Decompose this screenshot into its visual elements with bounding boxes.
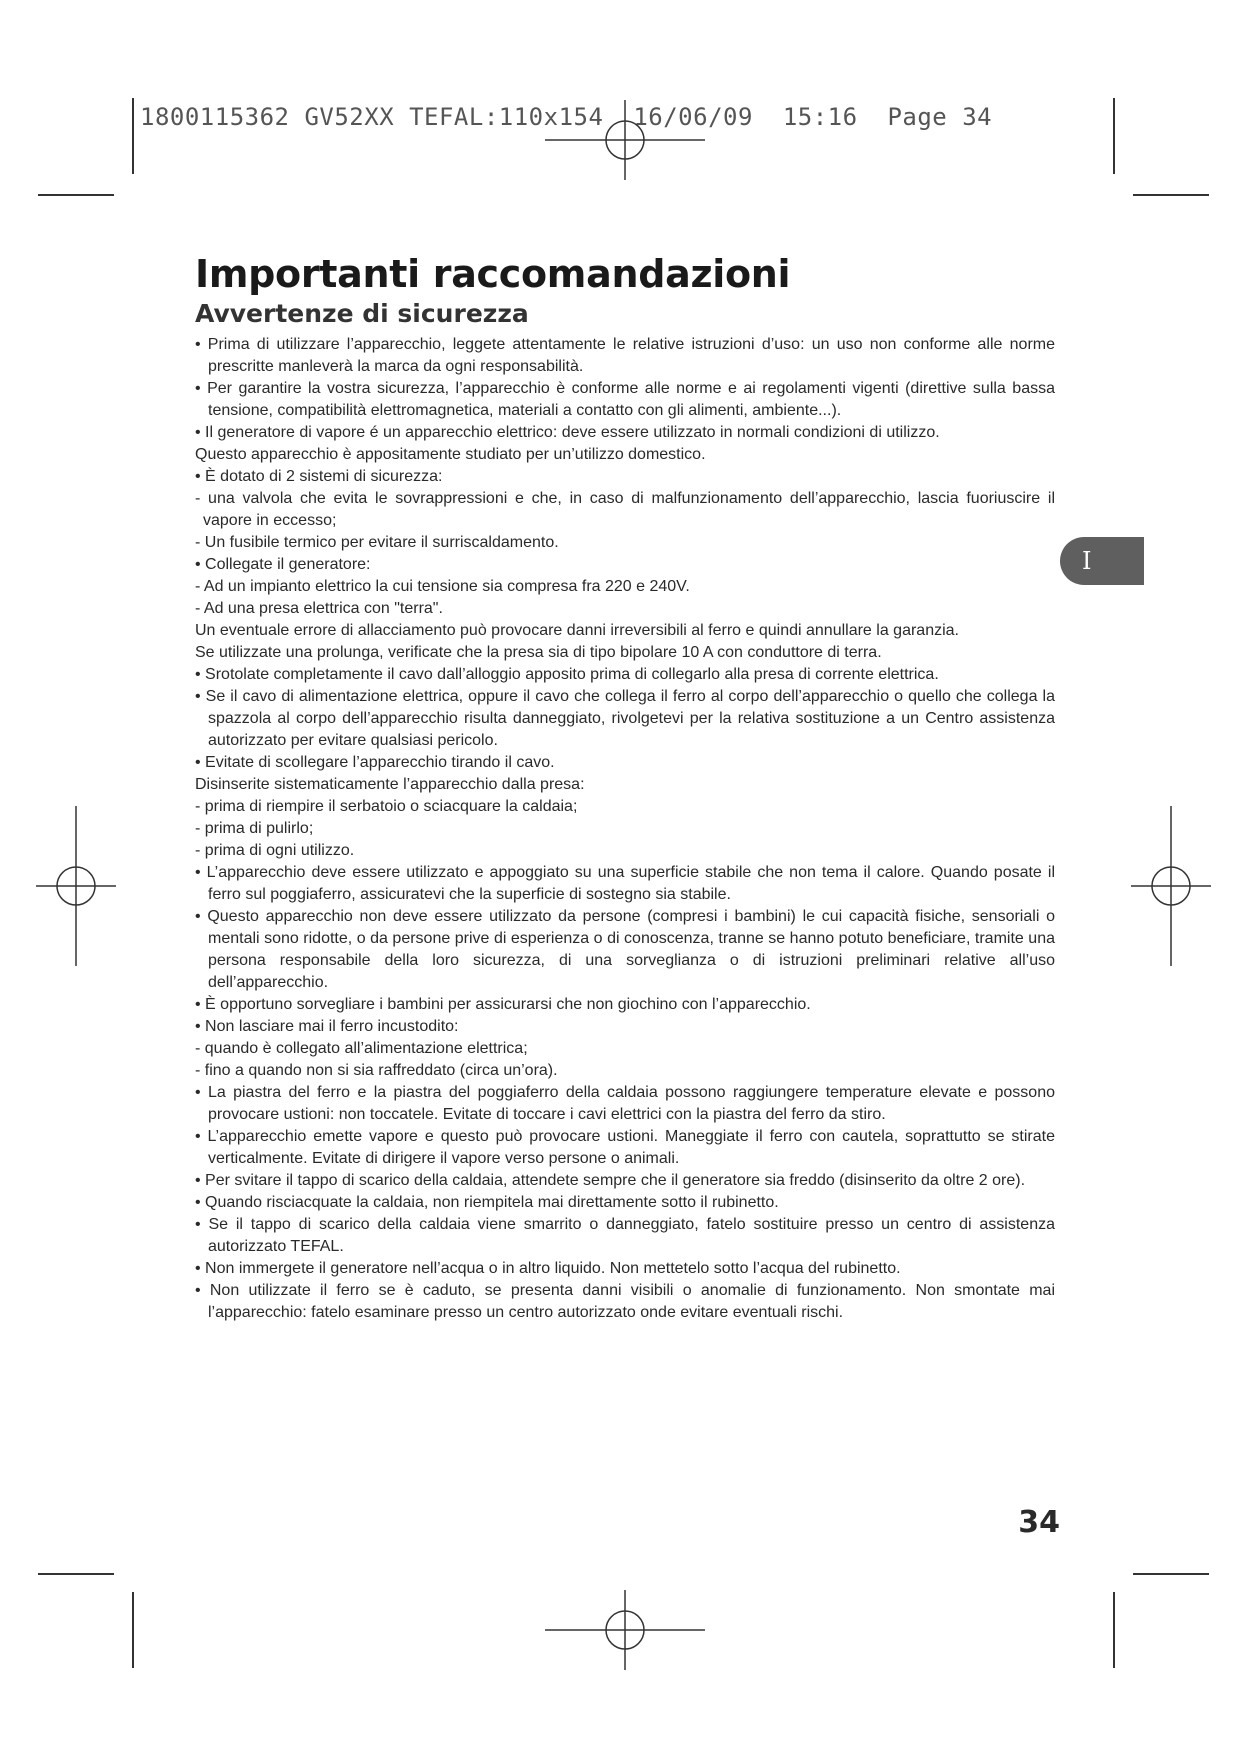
bullet-item: • Per svitare il tappo di scarico della caldaia, attendete sempre che il generatore sia freddo (disinserito da oltre 2 ore).: [195, 1172, 1026, 1189]
paragraph-line: Disinserite sistematicamente l’apparecchio dalla presa:: [195, 776, 585, 793]
dash-item: - Un fusibile termico per evitare il surriscaldamento.: [195, 534, 559, 551]
dash-item: - prima di ogni utilizzo.: [195, 842, 355, 859]
crop-mark-bottom-right-horizontal: [1133, 1573, 1209, 1575]
safety-warnings-list: [195, 334, 1055, 1324]
page-number: 34: [1018, 1505, 1060, 1540]
crop-mark-bottom-left-horizontal: [38, 1573, 114, 1575]
bullet-item: • Non lasciare mai il ferro incustodito:: [195, 1018, 459, 1035]
section-subtitle: Avvertenze di sicurezza: [195, 299, 529, 328]
bullet-item: • Il generatore di vapore é un apparecchio elettrico: deve essere utilizzato in normali condizioni di utilizzo.: [195, 424, 940, 441]
crop-mark-top-right-vertical: [1113, 98, 1115, 174]
bullet-item: • Prima di utilizzare l’apparecchio, leggete attentamente le relative istruzioni d’uso: un uso non conforme alle norme prescritte manleverà la marca da ogni responsabilità.: [195, 336, 1055, 375]
bullet-item: • L’apparecchio emette vapore e questo può provocare ustioni. Maneggiate il ferro con cautela, soprattutto se stirate verticalmente. Evitate di dirigere il vapore verso persone o animali.: [195, 1128, 1055, 1167]
dash-item: - quando è collegato all’alimentazione elettrica;: [195, 1040, 528, 1057]
paragraph-line: Se utilizzate una prolunga, verificate che la presa sia di tipo bipolare 10 A con conduttore di terra.: [195, 644, 882, 661]
crop-mark-bottom-right-vertical: [1113, 1592, 1115, 1668]
paragraph-line: Questo apparecchio è appositamente studiato per un’utilizzo domestico.: [195, 446, 706, 463]
crop-mark-top-left-horizontal: [38, 194, 114, 196]
dash-item: - Ad una presa elettrica con "terra".: [195, 600, 443, 617]
bullet-item: • Questo apparecchio non deve essere utilizzato da persone (compresi i bambini) le cui capacità fisiche, sensoriali o mentali sono ridotte, o da persone prive di esperienza o di conoscenza, tranne se hanno potuto beneficiare, tramite una persona responsabile della loro sicurezza, di una sorveglianza o di istruzioni preliminari relative all’uso dell’apparecchio.: [195, 908, 1055, 991]
dash-item: - una valvola che evita le sovrappressioni e che, in caso di malfunzionamento dell’apparecchio, lascia fuoriuscire il vapore in eccesso;: [195, 490, 1055, 529]
print-header: 1800115362 GV52XX TEFAL:110x154 16/06/09 15:16 Page 34: [140, 103, 993, 131]
bullet-item: • Evitate di scollegare l’apparecchio tirando il cavo.: [195, 754, 555, 771]
dash-item: - Ad un impianto elettrico la cui tensione sia compresa fra 220 e 240V.: [195, 578, 690, 595]
bullet-item: • Se il tappo di scarico della caldaia viene smarrito o danneggiato, fatelo sostituire presso un centro di assistenza autorizzato TEFAL.: [195, 1216, 1055, 1255]
bullet-item: • L’apparecchio deve essere utilizzato e appoggiato su una superficie stabile che non tema il calore. Quando posate il ferro sul poggiaferro, assicuratevi che la superficie di sostegno sia stabile.: [195, 864, 1055, 903]
language-tab: I: [1060, 537, 1144, 585]
bullet-item: • Non immergete il generatore nell’acqua o in altro liquido. Non mettetelo sotto l’acqua del rubinetto.: [195, 1260, 901, 1277]
bullet-item: • Non utilizzate il ferro se è caduto, se presenta danni visibili o anomalie di funzionamento. Non smontate mai l’apparecchio: fatelo esaminare presso un centro autorizzato onde evitare eventuali rischi.: [195, 1282, 1055, 1321]
paragraph-line: Un eventuale errore di allacciamento può provocare danni irreversibili al ferro e quindi annullare la garanzia.: [195, 622, 959, 639]
page-title: Importanti raccomandazioni: [195, 252, 791, 296]
bullet-item: • È dotato di 2 sistemi di sicurezza:: [195, 468, 443, 485]
bullet-item: • Quando risciacquate la caldaia, non riempitela mai direttamente sotto il rubinetto.: [195, 1194, 779, 1211]
bullet-item: • È opportuno sorvegliare i bambini per assicurarsi che non giochino con l’apparecchio.: [195, 996, 811, 1013]
registration-mark-bottom-icon: [545, 1590, 705, 1670]
main-content: [195, 250, 1055, 1324]
bullet-item: • Se il cavo di alimentazione elettrica, oppure il cavo che collega il ferro al corpo dell’apparecchio o quello che collega la spazzola al corpo dell’apparecchio risulta danneggiato, rivolgetevi per la relativa sostituzione a un Centro assistenza autorizzato per evitare qualsiasi pericolo.: [195, 688, 1055, 749]
bullet-item: • La piastra del ferro e la piastra del poggiaferro della caldaia possono raggiungere temperature elevate e possono provocare ustioni: non toccatele. Evitate di toccare i cavi elettrici con la piastra del ferro da stiro.: [195, 1084, 1055, 1123]
registration-mark-right-icon: [1131, 806, 1211, 966]
dash-item: - fino a quando non si sia raffreddato (circa un’ora).: [195, 1062, 558, 1079]
registration-mark-left-icon: [36, 806, 116, 966]
dash-item: - prima di pulirlo;: [195, 820, 314, 837]
bullet-item: • Per garantire la vostra sicurezza, l’apparecchio è conforme alle norme e ai regolamenti vigenti (direttive sulla bassa tensione, compatibilità elettromagnetica, materiali a contatto con gli alimenti, ambiente...).: [195, 380, 1055, 419]
bullet-item: • Srotolate completamente il cavo dall’alloggio apposito prima di collegarlo alla presa di corrente elettrica.: [195, 666, 939, 683]
crop-mark-bottom-left-vertical: [132, 1592, 134, 1668]
dash-item: - prima di riempire il serbatoio o sciacquare la caldaia;: [195, 798, 578, 815]
crop-mark-top-right-horizontal: [1133, 194, 1209, 196]
bullet-item: • Collegate il generatore:: [195, 556, 371, 573]
crop-mark-top-left-vertical: [132, 98, 134, 174]
registration-mark-top-icon: [545, 100, 705, 180]
